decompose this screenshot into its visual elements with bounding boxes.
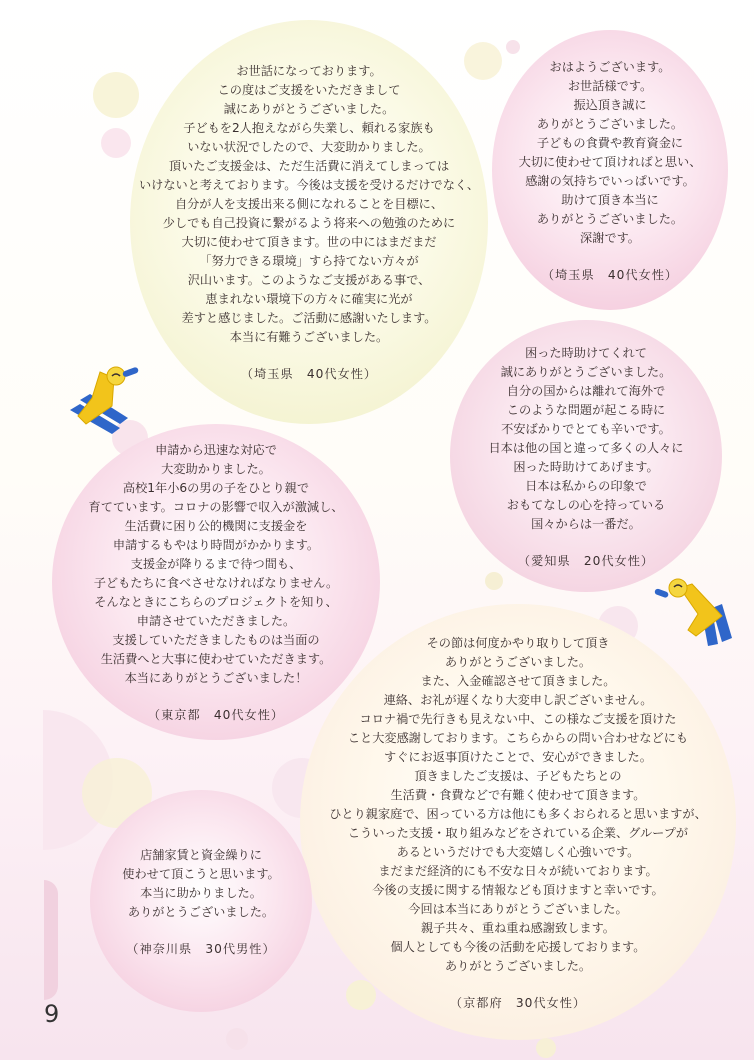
text-line: こういった支援・取り組みなどをされている企業、グループが [347, 825, 689, 840]
text-line: おはようございます。 [549, 59, 671, 74]
text-line: 不安ばかりでとても辛いです。 [501, 421, 671, 436]
text-line: 子どもの食費や教育資金に [536, 135, 684, 150]
text-line: 育てています。コロナの影響で収入が激減し、 [88, 500, 344, 514]
text-line: ありがとうございました。 [536, 211, 684, 226]
testimonial-bubble [300, 604, 736, 1040]
decorative-dot [44, 880, 58, 1000]
text-line: 使わせて頂こうと思います。 [122, 866, 280, 881]
text-line: このような問題が起こる時に [506, 402, 666, 417]
text-line: 頂いたご支援金は、ただ生活費に消えてしまっては [168, 159, 450, 173]
text-line: まだまだ経済的にも不安な日々が続いております。 [378, 863, 658, 878]
testimonial-bubble [492, 30, 728, 310]
text-line: 助けて頂き本当に [561, 192, 659, 207]
testimonial-signature: （愛知県 20代女性） [517, 553, 655, 568]
text-line: コロナ禍で先行きも見えない中、この様なご支援を頂けた [359, 711, 677, 726]
text-line: 深謝です。 [580, 230, 640, 245]
text-line: 差すと感じました。ご活動に感謝いたします。 [181, 311, 437, 325]
text-line: 日本は他の国と違って多くの人々に [488, 440, 684, 455]
testimonial-bubble [90, 790, 312, 1012]
text-line: お世話になっております。 [236, 64, 382, 78]
text-line: いけないと考えております。今後は支援を受けるだけでなく、 [138, 178, 480, 192]
decorative-dot [506, 40, 520, 54]
text-line: 生活費に困り公的機関に支援金を [124, 519, 308, 533]
text-line: 恵まれない環境下の方々に確実に光が [205, 292, 413, 306]
text-line: 振込頂き誠に [573, 97, 647, 112]
text-line: また、入金確認させて頂きました。 [420, 673, 616, 688]
text-line: 支援金が降りるまで待つ間も、 [130, 557, 302, 571]
text-line: 子どもたちに食べさせなければなりません。 [93, 576, 339, 590]
text-line: 本当に有難うございました。 [229, 330, 389, 344]
text-line: ひとり親家庭で、困っている方は他にも多くおられると思いますが、 [329, 806, 707, 821]
text-line: 親子共々、重ね重ね感謝致します。 [420, 920, 615, 935]
text-line: 生活費へと大事に使わせていただきます。 [100, 652, 332, 666]
testimonial-text [519, 58, 702, 248]
decorative-dot [226, 1028, 248, 1050]
text-line: すぐにお返事頂けたことで、安心ができました。 [384, 749, 652, 764]
text-line: ありがとうございました。 [536, 116, 684, 131]
text-line: 高校1年小6の男の子をひとり親で [122, 481, 310, 495]
decorative-dot [346, 980, 376, 1010]
text-line: 生活費・食費などで有難く使わせて頂きます。 [390, 787, 646, 802]
text-line: 連絡、お礼が遅くなり大変申し訳ございません。 [383, 692, 653, 707]
text-line: 申請させていただきました。 [136, 614, 296, 628]
testimonial-bubble [450, 320, 722, 592]
text-line: こと大変感謝しております。こちらからの問い合わせなどにも [347, 730, 689, 745]
text-line: 支援していただきましたものは当面の [112, 633, 320, 647]
text-line: 困った時助けてあげます。 [513, 459, 659, 474]
text-line: ありがとうございました。 [444, 958, 592, 973]
text-line: 国々からは一番だ。 [531, 516, 641, 531]
text-line: 自分の国からは離れて海外で [506, 383, 666, 398]
decorative-dot [101, 128, 131, 158]
testimonial-bubble [130, 20, 488, 424]
text-line: あるというだけでも大変嬉しく心強いです。 [396, 844, 640, 859]
text-line: 困った時助けてくれて [525, 345, 647, 360]
text-line: ありがとうございました。 [444, 654, 592, 669]
text-line: 個人としても今後の活動を応援しております。 [390, 939, 646, 954]
text-line: 誠にありがとうございました。 [500, 364, 672, 379]
testimonial-text [329, 634, 707, 976]
page-number: 9 [44, 1000, 60, 1028]
text-line: 今回は本当にありがとうございました。 [408, 901, 628, 916]
testimonial-signature: （東京都 40代女性） [147, 708, 285, 722]
text-line: 店舗家賃と資金繰りに [140, 847, 262, 862]
testimonial-signature: （埼玉県 40代女性） [541, 267, 679, 282]
text-line: この度はご支援をいただきまして [217, 83, 401, 97]
text-line: おもてなしの心を持っている [506, 497, 666, 512]
text-line: 大切に使わせて頂きます。世の中にはまだまだ [181, 235, 437, 249]
testimonial-text [89, 441, 344, 688]
text-line: 頂きましたご支援は、子どもたちとの [414, 768, 622, 783]
testimonial-signature: （京都府 30代女性） [449, 995, 587, 1010]
flying-hero-illustration [652, 574, 736, 646]
text-line: 「努力できる環境」すら持てない方々が [199, 254, 419, 268]
decorative-dot [93, 72, 139, 118]
text-line: 今後の支援に関する情報なども頂けますと幸いです。 [372, 882, 664, 897]
decorative-dot [485, 572, 503, 590]
text-line: その節は何度かやり取りして頂き [426, 635, 610, 650]
text-line: 誠にありがとうございました。 [223, 102, 395, 116]
text-line: 子どもを2人抱えながら失業し、頼れる家族も [183, 121, 435, 135]
text-line: 大切に使わせて頂ければと思い、 [518, 154, 702, 169]
testimonial-signature: （埼玉県 40代女性） [240, 367, 378, 381]
text-line: 大変助かりました。 [161, 462, 271, 476]
text-line: 感謝の気持ちでいっぱいです。 [525, 173, 695, 188]
text-line: 申請するもやはり時間がかかります。 [112, 538, 320, 552]
text-line: お世話様です。 [567, 78, 653, 93]
text-line: 本当にありがとうございました！ [124, 671, 308, 685]
testimonial-signature: （神奈川県 30代男性） [126, 941, 276, 956]
text-line: いない状況でしたので、大変助かりました。 [187, 140, 431, 154]
testimonial-text [139, 62, 479, 347]
text-line: 自分が人を支援出来る側になれることを目標に、 [174, 197, 444, 211]
text-line: ありがとうございました。 [127, 904, 275, 919]
text-line: そんなときにこちらのプロジェクトを知り、 [94, 595, 338, 609]
testimonial-text [489, 344, 684, 534]
testimonial-text [122, 846, 279, 922]
decorative-dot [536, 1038, 556, 1058]
text-line: 少しでも自己投資に繋がるよう将来への勉強のために [162, 216, 456, 230]
text-line: 申請から迅速な対応で [155, 443, 277, 457]
text-line: 沢山います。このようなご支援がある事で、 [187, 273, 431, 287]
text-line: 日本は私からの印象で [525, 478, 647, 493]
flying-hero-illustration [66, 364, 152, 438]
text-line: 本当に助かりました。 [140, 885, 262, 900]
